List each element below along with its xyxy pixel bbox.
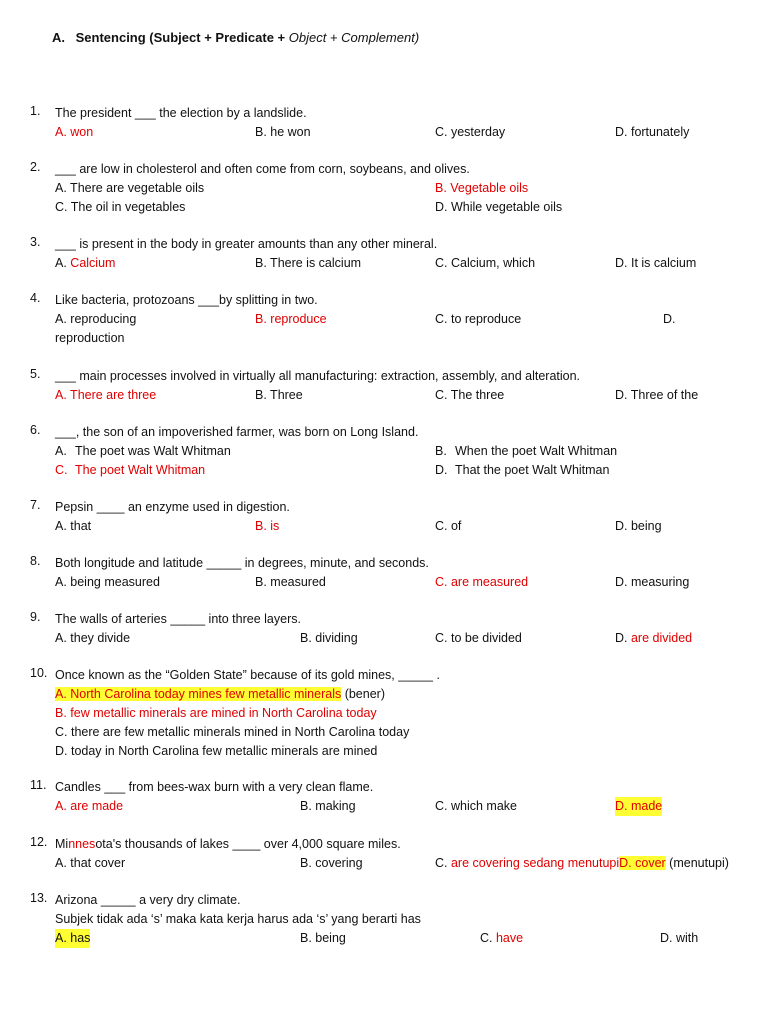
option-d xyxy=(435,461,609,480)
question-number: 10. xyxy=(30,666,48,680)
question-stem: Both longitude and latitude _____ in degrees, minute, and seconds. xyxy=(55,556,429,570)
option-b: B. covering xyxy=(300,856,363,870)
option-b: B. being xyxy=(300,931,346,945)
option-text: The poet was Walt Whitman xyxy=(75,444,231,458)
question-7 xyxy=(30,498,750,536)
options-row xyxy=(55,704,768,723)
option-a: A. that cover xyxy=(55,856,126,870)
option-d: D. made xyxy=(615,797,662,816)
question-stem: Arizona _____ a very dry climate. xyxy=(55,893,241,907)
option-c: C. Calcium, which xyxy=(435,256,536,270)
option-d: D. with xyxy=(660,931,699,945)
option-b: B. he won xyxy=(255,125,311,139)
option-text: When the poet Walt Whitman xyxy=(455,444,618,458)
option-letter: D. xyxy=(615,631,631,645)
option-b: B. dividing xyxy=(300,631,358,645)
options-row xyxy=(55,386,768,405)
question-stem: ___ are low in cholesterol and often come from corn, soybeans, and olives. xyxy=(55,162,470,176)
option-c-answer: are covering sedang menutupi xyxy=(450,856,620,870)
question-11 xyxy=(30,778,750,816)
question-number: 5. xyxy=(30,367,41,381)
question-stem: Once known as the “Golden State” because of its gold mines, _____ . xyxy=(55,668,440,682)
option-c xyxy=(435,854,729,873)
question-6 xyxy=(30,423,750,480)
option-letter: A. xyxy=(55,256,71,270)
option-c: C. which make xyxy=(435,799,517,813)
option-a xyxy=(55,442,231,461)
options-row-wrap xyxy=(55,329,768,348)
option-c: C. to reproduce xyxy=(435,312,522,326)
option-letter: C. xyxy=(435,856,451,870)
option-letter: D. xyxy=(435,463,448,477)
option-c: C. The three xyxy=(435,388,505,402)
option-letter: B. xyxy=(435,444,447,458)
section-number: A. xyxy=(52,30,65,45)
option-d-note: (menutupi) xyxy=(665,856,729,870)
question-number: 2. xyxy=(30,160,41,174)
option-a-note: (bener) xyxy=(341,687,385,701)
option-c: C. of xyxy=(435,519,462,533)
question-12 xyxy=(30,835,750,873)
option-c: C. yesterday xyxy=(435,125,506,139)
options-row xyxy=(55,854,768,873)
options-row xyxy=(55,573,768,592)
option-d: D. cover xyxy=(619,856,666,870)
question-number: 13. xyxy=(30,891,48,905)
section-heading xyxy=(52,30,419,45)
option-d: D. xyxy=(663,312,676,326)
options-row xyxy=(55,442,768,461)
option-a: A. being measured xyxy=(55,575,160,589)
question-number: 7. xyxy=(30,498,41,512)
question-2 xyxy=(30,160,750,217)
options-row xyxy=(55,797,768,816)
options-row xyxy=(55,723,768,742)
option-letter: C. xyxy=(55,463,68,477)
option-c-answer: have xyxy=(495,931,524,945)
option-d: D. fortunately xyxy=(615,125,690,139)
option-d: D. today in North Carolina few metallic minerals are mined xyxy=(55,744,378,758)
option-letter: C. xyxy=(480,931,496,945)
options-row xyxy=(55,517,768,536)
option-c: C. are measured xyxy=(435,575,529,589)
option-b: B. reproduce xyxy=(255,312,327,326)
question-stem: The president ___ the election by a landslide. xyxy=(55,106,307,120)
option-a: A. has xyxy=(55,929,90,948)
option-a xyxy=(55,254,115,273)
options-row xyxy=(55,310,768,329)
question-note: Subjek tidak ada ‘s’ maka kata kerja harus ada ‘s’ yang berarti has xyxy=(55,912,421,926)
option-b: B. measured xyxy=(255,575,326,589)
question-number: 6. xyxy=(30,423,41,437)
option-a: A. reproducing xyxy=(55,312,137,326)
question-10 xyxy=(30,666,750,761)
option-a: A. that xyxy=(55,519,92,533)
option-a xyxy=(55,685,385,704)
options-row xyxy=(55,123,768,142)
stem-part: Mi xyxy=(55,837,69,851)
options-row xyxy=(55,742,768,761)
option-text: That the poet Walt Whitman xyxy=(455,463,610,477)
option-letter: A. xyxy=(55,444,67,458)
option-text: The poet Walt Whitman xyxy=(75,463,206,477)
section-title-close: ) xyxy=(414,30,420,45)
option-d xyxy=(615,629,692,648)
option-a: A. they divide xyxy=(55,631,131,645)
question-5 xyxy=(30,367,750,405)
question-stem: Like bacteria, protozoans ___by splitting in two. xyxy=(55,293,318,307)
option-d: D. It is calcium xyxy=(615,256,697,270)
option-d: D. measuring xyxy=(615,575,690,589)
options-row xyxy=(55,629,768,648)
option-b: B. making xyxy=(300,799,356,813)
options-row xyxy=(55,461,768,480)
option-d: D. While vegetable oils xyxy=(435,200,563,214)
option-b: B. Vegetable oils xyxy=(435,181,529,195)
option-b: B. There is calcium xyxy=(255,256,362,270)
option-b: B. Three xyxy=(255,388,303,402)
question-stem: Pepsin ____ an enzyme used in digestion. xyxy=(55,500,290,514)
option-d-text: reproduction xyxy=(55,331,125,345)
options-row xyxy=(55,254,768,273)
option-a: A. won xyxy=(55,125,94,139)
question-9 xyxy=(30,610,750,648)
option-b: B. few metallic minerals are mined in North Carolina today xyxy=(55,706,377,720)
question-3 xyxy=(30,235,750,273)
section-title-italic: Object + Complement xyxy=(288,30,415,45)
option-b: B. is xyxy=(255,519,280,533)
option-c: C. The oil in vegetables xyxy=(55,200,186,214)
option-c xyxy=(55,461,205,480)
question-number: 12. xyxy=(30,835,48,849)
option-a-highlighted: A. North Carolina today mines few metallic minerals xyxy=(55,687,342,701)
option-a: A. There are three xyxy=(55,388,157,402)
question-stem: Candles ___ from bees-wax burn with a very clean flame. xyxy=(55,780,374,794)
question-number: 11. xyxy=(30,778,47,792)
option-a: A. There are vegetable oils xyxy=(55,181,205,195)
option-d: D. Three of the xyxy=(615,388,699,402)
question-1 xyxy=(30,104,750,142)
option-c: C. there are few metallic minerals mined in North Carolina today xyxy=(55,725,410,739)
question-number: 8. xyxy=(30,554,41,568)
option-c xyxy=(480,929,523,948)
section-title: Sentencing (Subject + Predicate + xyxy=(75,30,289,45)
question-number: 4. xyxy=(30,291,41,305)
options-row xyxy=(55,179,768,198)
question-number: 1. xyxy=(30,104,41,118)
option-b xyxy=(435,442,617,461)
question-8 xyxy=(30,554,750,592)
option-a: A. are made xyxy=(55,799,124,813)
option-a-answer: Calcium xyxy=(70,256,116,270)
option-d-answer: are divided xyxy=(630,631,693,645)
options-row xyxy=(55,198,768,217)
question-stem: ___ is present in the body in greater amounts than any other mineral. xyxy=(55,237,438,251)
question-4 xyxy=(30,291,750,348)
question-13 xyxy=(30,891,750,948)
stem-part-red: nnes xyxy=(68,837,96,851)
options-row xyxy=(55,685,768,704)
question-stem: ___ main processes involved in virtually all manufacturing: extraction, assembly, and alteration. xyxy=(55,369,581,383)
stem-part: ota's thousands of lakes ____ over 4,000 square miles. xyxy=(95,837,401,851)
question-number: 9. xyxy=(30,610,41,624)
option-c: C. to be divided xyxy=(435,631,522,645)
question-stem xyxy=(55,835,768,854)
question-stem: ___, the son of an impoverished farmer, was born on Long Island. xyxy=(55,425,419,439)
options-row xyxy=(55,929,768,948)
question-number: 3. xyxy=(30,235,41,249)
question-stem: The walls of arteries _____ into three layers. xyxy=(55,612,301,626)
option-d: D. being xyxy=(615,519,662,533)
